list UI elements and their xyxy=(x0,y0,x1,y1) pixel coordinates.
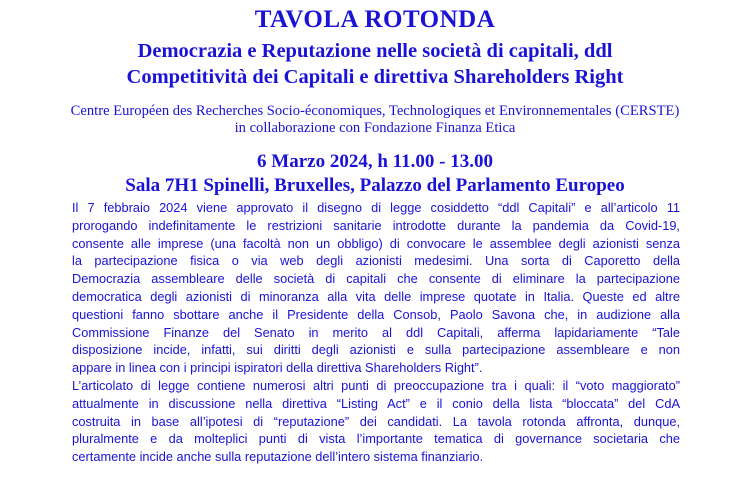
body-line: democratica degli azionisti di minoranza alla vita delle imprese quotate in Italia. Queste ed altre xyxy=(72,288,680,304)
body-line: attualmente in discussione nella direttiva “Listing Act” e il conio della lista “bloccata” del CdA xyxy=(72,395,680,411)
body-paragraphs xyxy=(72,199,680,466)
body-line: costruita in base all’ipotesi di “reputazione” dei candidati. La tavola rotonda affronta, dunque, xyxy=(72,413,680,429)
body-line: Il 7 febbraio 2024 viene approvato il disegno di legge cosiddetto “ddl Capitali” e all’articolo 11 xyxy=(72,200,680,215)
body-line: Commissione Finanze del Senato in merito al ddl Capitali, afferma lapidariamente “Tale xyxy=(72,324,680,340)
subtitle-line: Competitività dei Capitali e direttiva Shareholders Right xyxy=(126,66,624,88)
event-venue: Sala 7H1 Spinelli, Bruxelles, Palazzo del Parlamento Europeo xyxy=(125,175,625,196)
body-line: prorogando indefinitamente le restrizioni sanitarie introdotte durante la pandemia da Covid-19, xyxy=(72,217,680,233)
body-line: pluralmente e da molteplici punti di vista l’importante tematica di governance societaria che xyxy=(72,431,680,447)
body-line: certamente incide anche sulla reputazione dell’intero sistema finanziario. xyxy=(72,449,484,465)
body-line: appare in linea con i principi ispiratori della direttiva Shareholders Right”. xyxy=(72,360,483,376)
body-line: L’articolato di legge contiene numerosi altri punti di preoccupazione tra i quali: il “voto maggiorato” xyxy=(72,377,680,393)
organizer-line: in collaborazione con Fondazione Finanza Etica xyxy=(234,120,516,136)
organizer-line: Centre Européen des Recherches Socio-économiques, Technologiques et Environnementales (CERSTE) xyxy=(70,103,680,119)
event-datetime: 6 Marzo 2024, h 11.00 - 13.00 xyxy=(257,151,493,172)
body-line: consente alle imprese (una facoltà non un obbligo) di convocare le assemblee degli azionisti senza xyxy=(72,235,680,251)
event-subtitle xyxy=(0,38,750,90)
subtitle-line: Democrazia e Reputazione nelle società di capitali, ddl xyxy=(137,40,613,62)
page-title: TAVOLA ROTONDA xyxy=(254,6,496,33)
body-line: Democrazia assembleare delle società di capitali che consente di eliminare la partecipazione xyxy=(72,271,680,287)
body-line: disposizione incide, infatti, sui diritti degli azionisti e sulla partecipazione assembleare e non xyxy=(72,342,680,358)
organizer-block xyxy=(0,103,750,137)
body-line: la partecipazione fisica o via web degli azionisti medesimi. Una sorta di Caporetto della xyxy=(72,253,680,269)
body-line: questioni fanno sbottare anche il Presidente della Consob, Paolo Savona che, in audizione alla xyxy=(72,306,680,322)
